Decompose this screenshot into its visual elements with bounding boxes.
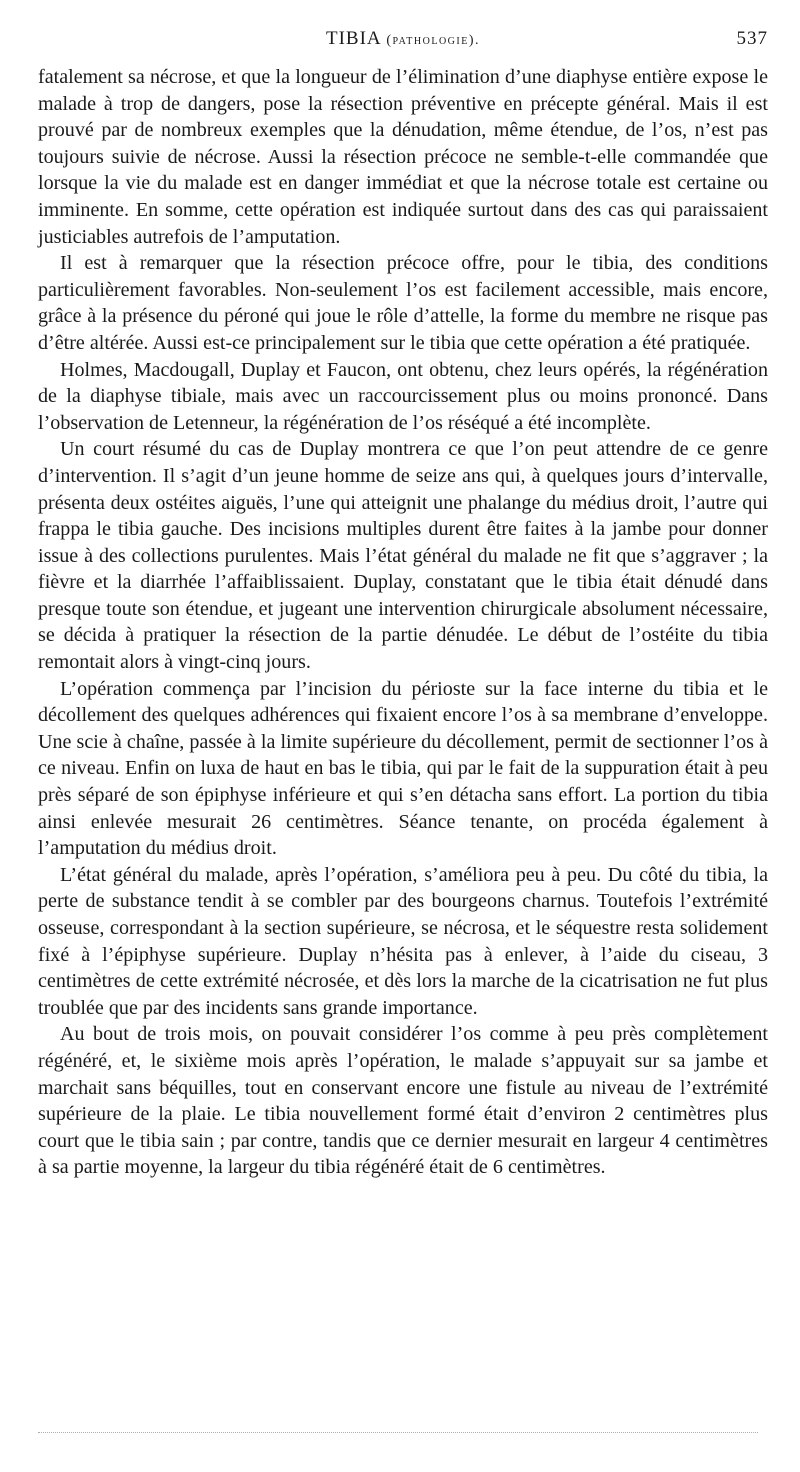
- running-title-main: TIBIA: [326, 28, 381, 49]
- book-page: [38, 28, 768, 1181]
- running-title-subtitle: (pathologie).: [386, 33, 480, 48]
- paragraph: Holmes, Macdougall, Duplay et Faucon, ont obtenu, chez leurs opérés, la régénération de la diaphyse tibiale, mais avec un raccourcissement plus ou moins prononcé. Dans l’observation de Letenneur, la régénération de l’os réséqué a été incomplète.: [38, 358, 768, 434]
- paragraph: Au bout de trois mois, on pouvait considérer l’os comme à peu près complètement régénéré, et, le sixième mois après l’opération, le malade s’appuyait sur sa jambe et marchait sans béquilles, tout en conservant encore une fistule au niveau de l’extrémité supérieure de la plaie. Le tibia nouvellement formé était d’environ 2 centimètres plus court que le tibia sain ; par contre, tandis que ce dernier mesurait en largeur 4 centimètres à sa partie moyenne, la largeur du tibia régénéré était de 6 centimètres.: [38, 1023, 768, 1179]
- paragraph: Il est à remarquer que la résection précoce offre, pour le tibia, des conditions particulièrement favorables. Non-seulement l’os est facilement accessible, mais encore, grâce à la présence du péroné qui joue le rôle d’attelle, la forme du membre ne risque pas d’être altérée. Aussi est-ce principalement sur le tibia que cette opération a été pratiquée.: [38, 252, 768, 354]
- paragraph-continued: fatalement sa nécrose, et que la longueur de l’élimination d’une diaphyse entière expose le malade à trop de dangers, pose la résection préventive en précepte général. Mais il est prouvé par de nombreux exemples que la dénudation, même étendue, de l’os, n’est pas toujours suivie de nécrose. Aussi la résection précoce ne semble-t-elle commandée que lorsque la vie du malade est en danger immédiat et que la nécrose totale est certaine ou imminente. En somme, cette opération est indiquée surtout dans des cas qui paraissaient justiciables autrefois de l’amputation.: [38, 66, 768, 248]
- paragraph: L’état général du malade, après l’opération, s’améliora peu à peu. Du côté du tibia, la perte de substance tendit à se combler par des bourgeons charnus. Toutefois l’extrémité osseuse, correspondant à la section supérieure, se nécrosa, et le séquestre resta solidement fixé à l’épiphyse supérieure. Duplay n’hésita pas à enlever, à l’aide du ciseau, 3 centimètres de cette extrémité nécrosée, et dès lors la marche de la cicatrisation ne fut plus troublée que par des incidents sans grande importance.: [38, 863, 768, 1019]
- paragraph: Un court résumé du cas de Duplay montrera ce que l’on peut attendre de ce genre d’intervention. Il s’agit d’un jeune homme de seize ans qui, à quelques jours d’intervalle, présenta deux ostéites aiguës, l’une qui atteignit une phalange du médius droit, l’autre qui frappa le tibia gauche. Des incisions multiples durent être faites à la jambe pour donner issue à des collections purulentes. Mais l’état général du malade ne fit que s’aggraver ; la fièvre et la diarrhée l’affaiblissaient. Duplay, constatant que le tibia était dénudé dans presque toute son étendue, et jugeant une intervention chirurgicale absolument nécessaire, se décida à pratiquer la résection de la partie dénudée. Le début de l’ostéite du tibia remontait alors à vingt-cinq jours.: [38, 438, 768, 674]
- running-head: [38, 28, 768, 56]
- running-title: [38, 28, 768, 50]
- page-number: 537: [736, 28, 768, 49]
- footer-rule: [38, 1432, 758, 1433]
- paragraph: L’opération commença par l’incision du périoste sur la face interne du tibia et le décollement des quelques adhérences qui fixaient encore l’os à sa membrane d’enveloppe. Une scie à chaîne, passée à la limite supérieure du décollement, permit de sectionner l’os à ce niveau. Enfin on luxa de haut en bas le tibia, qui par le fait de la suppuration était à peu près séparé de son épiphyse inférieure et qui s’en détacha sans effort. La portion du tibia ainsi enlevée mesurait 26 centimètres. Séance tenante, on procéda également à l’amputation du médius droit.: [38, 677, 768, 860]
- body-text: [38, 64, 768, 1181]
